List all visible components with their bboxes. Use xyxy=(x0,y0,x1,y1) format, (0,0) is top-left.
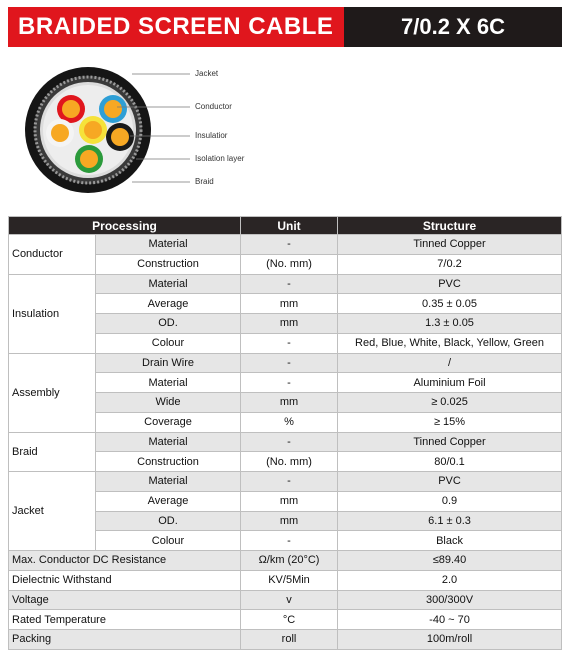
row-unit: KV/5Min xyxy=(241,570,338,590)
row-value: 80/0.1 xyxy=(338,452,562,472)
row-unit: - xyxy=(241,472,338,492)
table-row xyxy=(9,630,562,650)
row-value: 1.3 ± 0.05 xyxy=(338,314,562,334)
row-value: 0.35 ± 0.05 xyxy=(338,294,562,314)
callout-jacket: Jacket xyxy=(195,69,219,78)
row-property: Construction xyxy=(96,254,241,274)
row-value: 7/0.2 xyxy=(338,254,562,274)
row-value: / xyxy=(338,353,562,373)
row-unit: - xyxy=(241,274,338,294)
row-value: 0.9 xyxy=(338,491,562,511)
row-unit: (No. mm) xyxy=(241,452,338,472)
table-row xyxy=(9,353,562,373)
group-label: Conductor xyxy=(9,235,96,275)
row-value: ≥ 0.025 xyxy=(338,393,562,413)
callout-conductor: Conductor xyxy=(195,102,232,111)
row-property: Material xyxy=(96,432,241,452)
row-property: Rated Temperature xyxy=(9,610,241,630)
row-unit: - xyxy=(241,353,338,373)
row-value: 100m/roll xyxy=(338,630,562,650)
spec-table xyxy=(8,216,562,650)
row-property: Voltage xyxy=(9,590,241,610)
row-property: Wide xyxy=(96,393,241,413)
row-unit: - xyxy=(241,432,338,452)
cable-cross-section-svg xyxy=(20,60,280,200)
group-label: Braid xyxy=(9,432,96,472)
table-row xyxy=(9,274,562,294)
table-row xyxy=(9,610,562,630)
row-property: Colour xyxy=(96,531,241,551)
row-property: Coverage xyxy=(96,412,241,432)
row-unit: % xyxy=(241,412,338,432)
row-property: Material xyxy=(96,373,241,393)
row-unit: (No. mm) xyxy=(241,254,338,274)
header-unit: Unit xyxy=(241,217,338,235)
row-unit: °C xyxy=(241,610,338,630)
row-value: Aluminium Foil xyxy=(338,373,562,393)
row-unit: - xyxy=(241,373,338,393)
row-property: Dielectnic Withstand xyxy=(9,570,241,590)
row-unit: - xyxy=(241,333,338,353)
row-property: Colour xyxy=(96,333,241,353)
row-property: Average xyxy=(96,491,241,511)
row-value: 2.0 xyxy=(338,570,562,590)
row-unit: mm xyxy=(241,393,338,413)
row-unit: - xyxy=(241,531,338,551)
row-value: Tinned Copper xyxy=(338,235,562,255)
group-label: Insulation xyxy=(9,274,96,353)
row-property: Material xyxy=(96,472,241,492)
row-unit: - xyxy=(241,235,338,255)
table-row xyxy=(9,432,562,452)
group-label: Assembly xyxy=(9,353,96,432)
header-processing: Processing xyxy=(9,217,241,235)
table-row xyxy=(9,590,562,610)
header-structure: Structure xyxy=(338,217,562,235)
row-value: ≥ 15% xyxy=(338,412,562,432)
table-row xyxy=(9,570,562,590)
callout-isolation-layer: Isolation layer xyxy=(195,154,245,163)
row-value: 6.1 ± 0.3 xyxy=(338,511,562,531)
row-property: Drain Wire xyxy=(96,353,241,373)
header-banner xyxy=(8,7,562,47)
row-property: Average xyxy=(96,294,241,314)
product-title: BRAIDED SCREEN CABLE xyxy=(8,7,344,47)
row-unit: mm xyxy=(241,294,338,314)
callout-braid: Braid xyxy=(195,177,214,186)
callout-insulation: Insulatior xyxy=(195,131,228,140)
row-value: 300/300V xyxy=(338,590,562,610)
group-label: Jacket xyxy=(9,472,96,551)
row-property: Material xyxy=(96,235,241,255)
cable-cross-section-diagram xyxy=(20,60,280,200)
row-property: Material xyxy=(96,274,241,294)
spec-table-body xyxy=(9,235,562,650)
row-value: Black xyxy=(338,531,562,551)
table-row xyxy=(9,472,562,492)
row-property: Max. Conductor DC Resistance xyxy=(9,551,241,571)
row-value: Red, Blue, White, Black, Yellow, Green xyxy=(338,333,562,353)
row-value: ≤89.40 xyxy=(338,551,562,571)
row-property: Packing xyxy=(9,630,241,650)
row-property: OD. xyxy=(96,511,241,531)
row-value: PVC xyxy=(338,472,562,492)
row-unit: mm xyxy=(241,511,338,531)
row-unit: mm xyxy=(241,491,338,511)
row-property: Construction xyxy=(96,452,241,472)
row-unit: mm xyxy=(241,314,338,334)
row-unit: v xyxy=(241,590,338,610)
table-row xyxy=(9,551,562,571)
table-header-row xyxy=(9,217,562,235)
row-unit: Ω/km (20°C) xyxy=(241,551,338,571)
row-property: OD. xyxy=(96,314,241,334)
product-spec: 7/0.2 X 6C xyxy=(344,7,562,47)
table-row xyxy=(9,235,562,255)
row-value: PVC xyxy=(338,274,562,294)
row-value: Tinned Copper xyxy=(338,432,562,452)
row-value: -40 ~ 70 xyxy=(338,610,562,630)
row-unit: roll xyxy=(241,630,338,650)
